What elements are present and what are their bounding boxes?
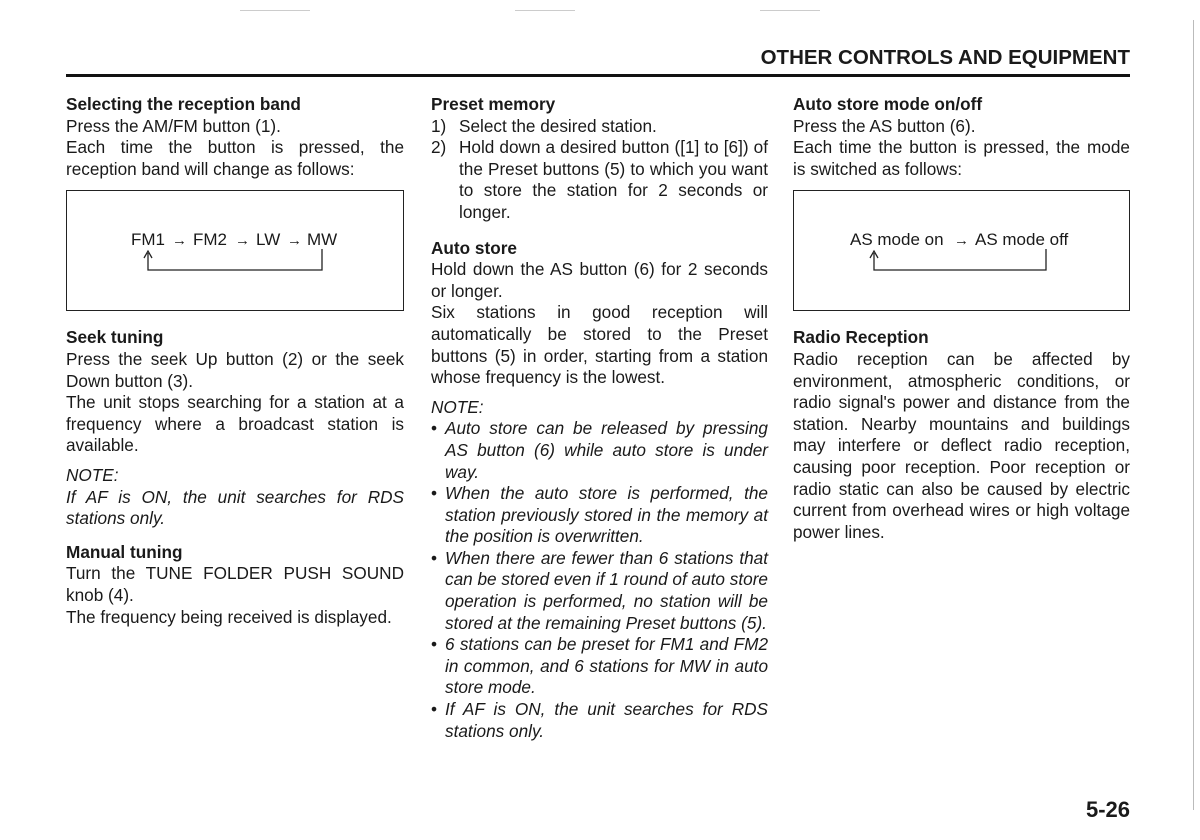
seek-note-label: NOTE: [66,464,119,485]
note-text: When there are fewer than 6 stations that can be stored even if 1 round of auto store operation is performed, no station will be stored at the remaining Preset buttons (5). [445,547,768,633]
band-cycle-diagram [66,190,404,311]
band-mw: MW [307,230,338,250]
scan-artifact [240,10,310,11]
auto-store-note-label: NOTE: [431,396,484,417]
bullet: • [431,699,438,720]
bullet: • [431,547,438,568]
radio-reception-text: Radio reception can be affected by environment, atmospheric conditions, or radio signal's power and distance from the station. Nearby mountains and buildings may interfere or deflect radio reception, causing poor reception. Poor reception or radio static can also be caused by electric current from overhead wires or high voltage power lines. [793,348,1130,542]
header-rule [66,74,1130,77]
bullet: • [431,483,438,504]
column-middle [431,94,768,742]
radio-reception-heading: Radio Reception [793,327,929,348]
list-item [431,634,768,699]
note-text: When the auto store is performed, the station previously stored in the memory at the position is overwritten. [445,483,768,547]
bullet: • [431,634,438,655]
band-return-line [148,249,322,270]
step-text: Hold down a desired button ([1] to [6]) of the Preset buttons (5) to which you want to store the station for 2 seconds or longer. [459,137,768,222]
seek-text-2: The unit stops searching for a station at a frequency where a broadcast station is available. [66,392,404,456]
band-arrow-3: → [287,232,302,250]
auto-store-text-2: Six stations in good reception will automatically be stored to the Preset buttons (5) in order, starting from a station whose frequency is the lowest. [431,302,768,388]
seek-note-text: If AF is ON, the unit searches for RDS stations only. [66,486,404,529]
page-number: 5-26 [1085,797,1130,822]
as-mode-diagram [793,190,1130,311]
list-item [431,116,768,138]
preset-heading: Preset memory [431,94,556,114]
note-text: Auto store can be released by pressing AS button (6) while auto store is under way. [445,418,768,482]
step-number: 2) [431,137,447,158]
band-cycle-svg [67,191,402,309]
seek-text-1: Press the seek Up button (2) or the seek Down button (3). [66,348,404,391]
section-title: OTHER CONTROLS AND EQUIPMENT [760,46,1130,69]
note-text: 6 stations can be preset for FM1 and FM2 in common, and 6 stations for MW in auto store mode. [445,634,768,698]
as-mode-arrow: → [954,232,969,250]
as-mode-off: AS mode off [975,230,1069,250]
auto-store-heading: Auto store [431,237,517,258]
as-mode-svg [794,191,1128,309]
step-number: 1) [431,115,447,136]
list-item [431,548,768,634]
band-heading: Selecting the reception band [66,94,301,114]
band-text-1: Press the AM/FM button (1). [66,115,281,136]
as-mode-on: AS mode on [850,230,944,250]
scan-artifact [515,10,575,11]
scan-artifact [760,10,820,11]
seek-heading: Seek tuning [66,327,164,348]
column-right [793,94,1130,543]
manual-heading: Manual tuning [66,541,183,562]
band-fm2: FM2 [193,230,227,250]
page-edge [1193,20,1194,810]
band-text-2: Each time the button is pressed, the reception band will change as follows: [66,137,404,179]
list-item [431,699,768,742]
band-arrow-1: → [172,232,187,250]
as-mode-text-1: Press the AS button (6). [793,115,976,136]
note-text: If AF is ON, the unit searches for RDS stations only. [445,699,768,741]
bullet: • [431,418,438,439]
list-item [431,483,768,548]
list-item [431,418,768,483]
list-item [431,137,768,223]
column-left [66,94,404,628]
band-arrow-2: → [235,232,250,250]
band-lw: LW [256,230,281,250]
as-return-line [874,249,1046,270]
band-fm1: FM1 [131,230,165,250]
manual-text-2: The frequency being received is displayed. [66,606,392,627]
step-text: Select the desired station. [459,115,657,136]
auto-store-text-1: Hold down the AS button (6) for 2 seconds or longer. [431,259,768,301]
manual-text-1: Turn the TUNE FOLDER PUSH SOUND knob (4). [66,563,404,605]
as-mode-heading: Auto store mode on/off [793,94,983,114]
auto-store-notes [431,418,768,742]
as-mode-text-2: Each time the button is pressed, the mode is switched as follows: [793,137,1130,179]
preset-steps [431,116,768,224]
